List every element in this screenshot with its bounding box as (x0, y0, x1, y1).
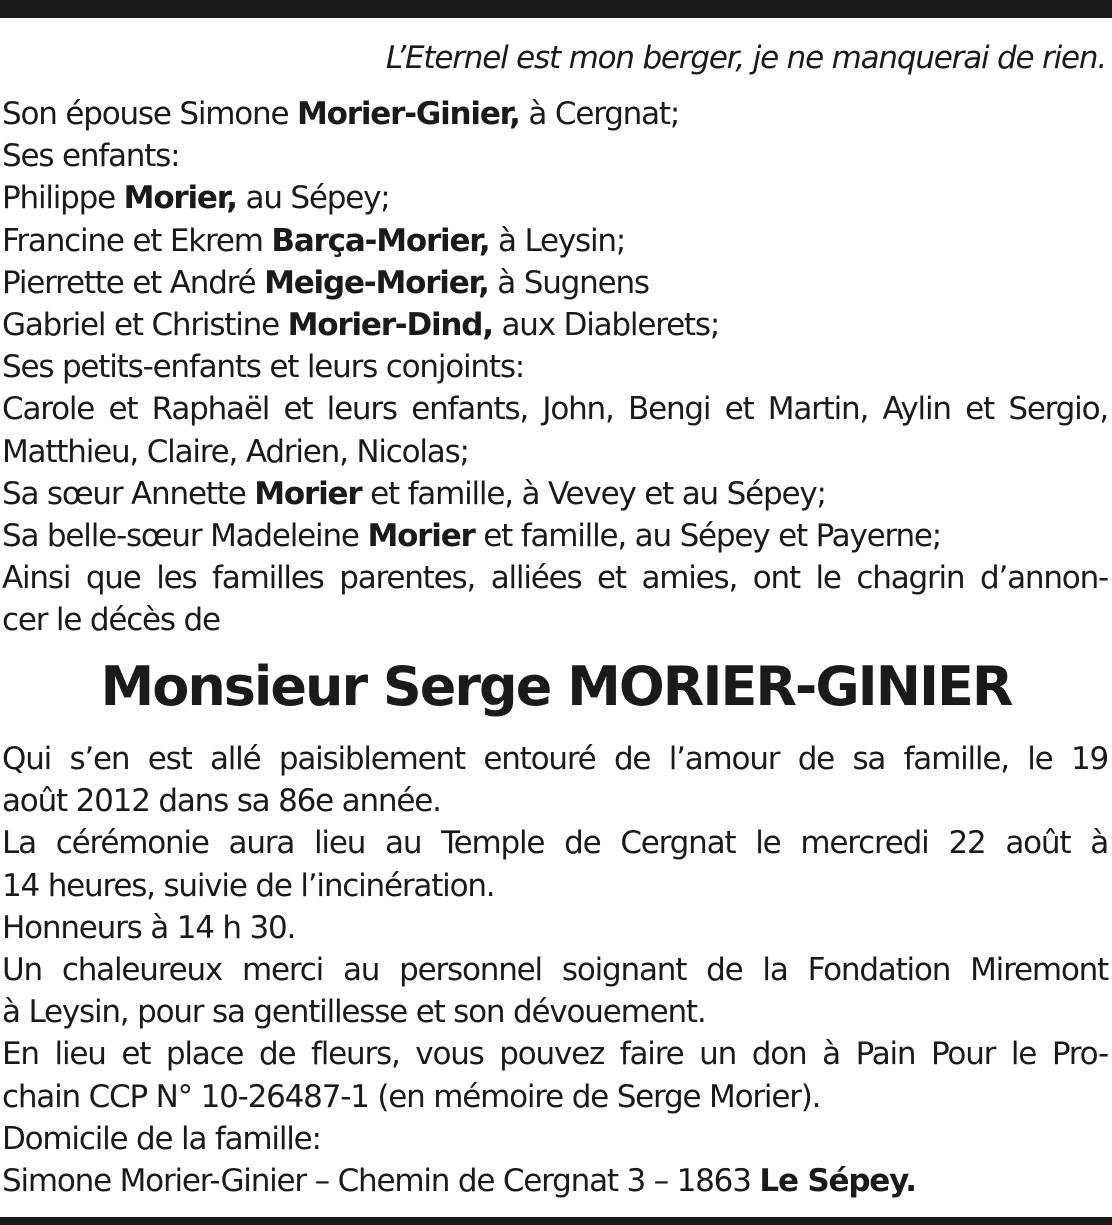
sister-line: Sa sœur Annette Morier et famille, à Vevey et au Sépey; (2, 475, 826, 512)
sister-in-law-line: Sa belle-sœur Madeleine Morier et famille, au Sépey et Payerne; (2, 517, 942, 554)
family-list (2, 93, 1108, 641)
passing-line: août 2012 dans sa 86e année. (2, 783, 441, 820)
spouse-line: Son épouse Simone Morier-Ginier, à Cergnat; (2, 96, 680, 132)
passing-line: Qui s’en est allé paisiblement entouré de l’amour de sa famille, le 19 (2, 741, 1108, 777)
thanks-line: Un chaleureux merci au personnel soignant de la Fondation Miremont (2, 951, 1108, 988)
child-line: Francine et Ekrem Barça-Morier, à Leysin; (2, 222, 626, 259)
donation-line: En lieu et place de fleurs, vous pouvez faire un don à Pain Pour le Pro- (2, 1036, 1108, 1073)
child-line: Pierrette et André Meige-Morier, à Sugnens (2, 264, 649, 301)
surname: Meige-Morier, (264, 264, 489, 301)
relatives-line: Ainsi que les familles parentes, alliées et amies, ont le chagrin d’annon- (2, 560, 1108, 597)
top-rule (0, 0, 1112, 18)
grandchildren-line: Matthieu, Claire, Adrien, Nicolas; (2, 433, 469, 470)
details (2, 738, 1108, 1202)
deceased-name: Monsieur Serge MORIER-GINIER (100, 655, 1012, 718)
surname: Morier (367, 517, 475, 554)
child-line: Gabriel et Christine Morier-Dind, aux Diablerets; (2, 306, 720, 343)
children-heading: Ses enfants: (2, 138, 180, 175)
thanks-line: à Leysin, pour sa gentillesse et son dévouement. (2, 994, 706, 1031)
surname: Morier (254, 475, 362, 512)
surname: Morier-Dind, (287, 306, 493, 343)
surname: Morier-Ginier, (297, 96, 520, 132)
donation-line: chain CCP N° 10-26487-1 (en mémoire de Serge Morier). (2, 1078, 821, 1115)
child-line: Philippe Morier, au Sépey; (2, 180, 390, 217)
grandchildren-line: Carole et Raphaël et leurs enfants, John, Bengi et Martin, Aylin et Sergio, (2, 391, 1108, 428)
ceremony-line: La cérémonie aura lieu au Temple de Cergnat le mercredi 22 août à (2, 825, 1108, 862)
honours-line: Honneurs à 14 h 30. (2, 909, 296, 946)
ceremony-line: 14 heures, suivie de l’incinération. (2, 867, 495, 904)
relatives-line: cer le décès de (2, 602, 220, 639)
place-name: Le Sépey. (759, 1162, 916, 1199)
grandchildren-heading: Ses petits-enfants et leurs conjoints: (2, 349, 525, 386)
address-line: Simone Morier-Ginier – Chemin de Cergnat 3 – 1863 Le Sépey. (2, 1162, 916, 1199)
domicile-heading: Domicile de la famille: (2, 1120, 321, 1157)
motto-verse: L’Eternel est mon berger, je ne manquerai de rien. (385, 40, 1106, 76)
surname: Morier, (123, 180, 237, 217)
surname: Barça-Morier, (271, 222, 490, 259)
bottom-rule (0, 1217, 1112, 1225)
